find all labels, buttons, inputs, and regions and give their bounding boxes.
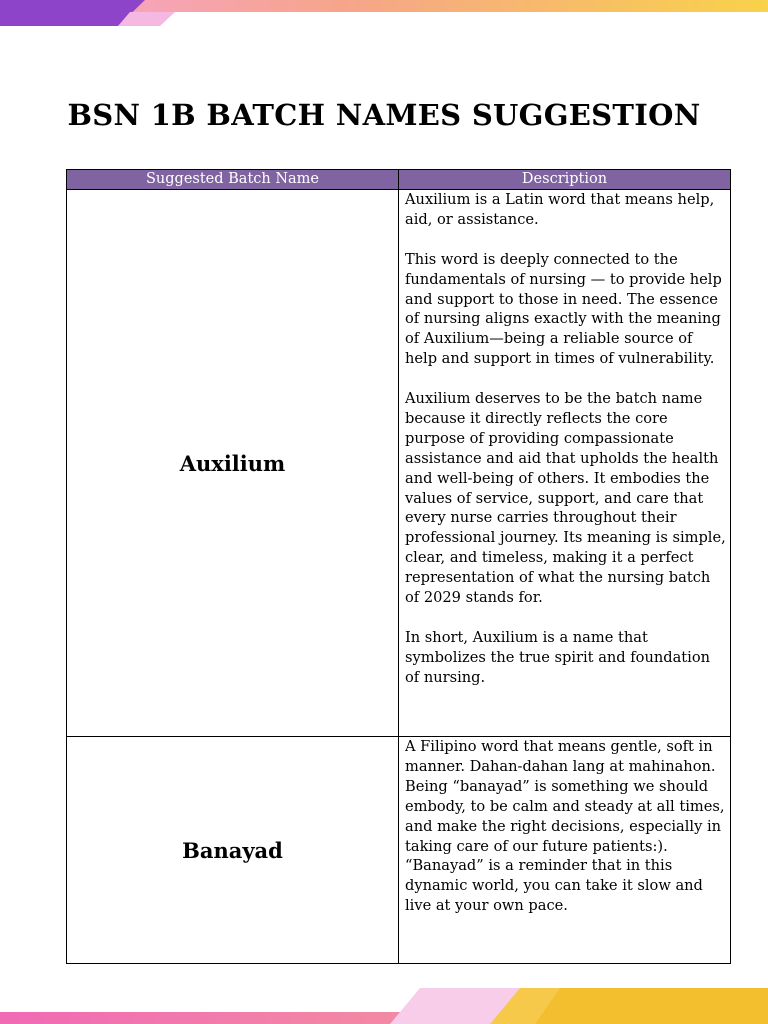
batch-name-auxilium: Auxilium xyxy=(67,190,399,737)
header-description: Description xyxy=(399,170,731,190)
table-row xyxy=(67,190,731,737)
description-paragraph: Auxilium deserves to be the batch name because it directly reflects the core purpose of providing compassionate assistance and aid that upholds the health and well-being of others. It embodies the values of service, support, and care that every nurse carries throughout their professional journey. Its meaning is simple, clear, and timeless, making it a perfect representation of what the nursing batch of 2029 stands for. xyxy=(405,390,726,607)
description-paragraph: In short, Auxilium is a name that symbolizes the true spirit and foundation of nursing. xyxy=(405,628,711,686)
table-row xyxy=(67,737,731,964)
bottom-decorative-banner xyxy=(0,988,768,1024)
description-paragraph: Auxilium is a Latin word that means help, aid, or assistance. xyxy=(405,191,715,228)
description-paragraph: A Filipino word that means gentle, soft in manner. Dahan-dahan lang at mahinahon. Being “banayad” is something we should embody, to be calm and steady at all times, and make the right decisions, especially in taking care of our future patients:). “Banayad” is a reminder that in this dynamic world, you can take it slow and live at your own pace. xyxy=(405,738,725,915)
page-title: BSN 1B BATCH NAMES SUGGESTION xyxy=(67,98,701,132)
table-header-row xyxy=(67,170,731,190)
header-suggested-batch-name: Suggested Batch Name xyxy=(67,170,399,190)
description-banayad xyxy=(399,737,731,964)
description-auxilium xyxy=(399,190,731,737)
description-paragraph: This word is deeply connected to the fundamentals of nursing — to provide help and support to those in need. The essence of nursing aligns exactly with the meaning of Auxilium—being a reliable source of help and support in times of vulnerability. xyxy=(405,250,722,368)
batch-names-table xyxy=(66,169,731,964)
top-decorative-banner xyxy=(0,0,768,26)
batch-name-banayad: Banayad xyxy=(67,737,399,964)
